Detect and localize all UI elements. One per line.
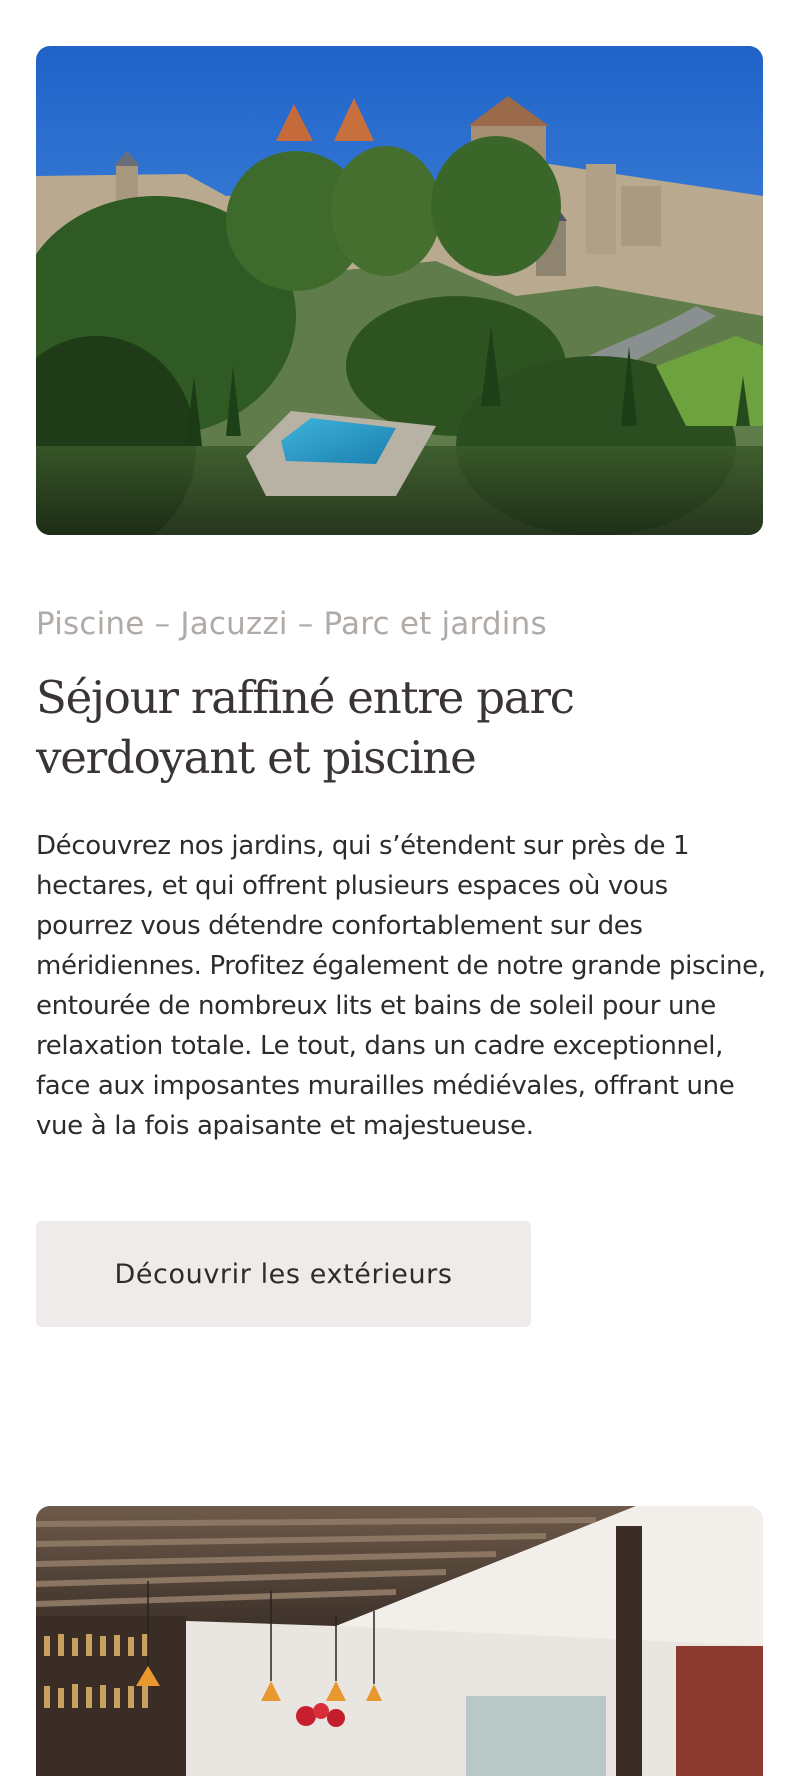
discover-exteriors-button[interactable]: Découvrir les extérieurs bbox=[36, 1221, 531, 1327]
feature-description: Découvrez nos jardins, qui s’étendent sur près de 1 hectares, et qui offrent plusieurs espaces où vous pourrez vous détendre confortablement sur des méridiennes. Profitez également de notre grande piscine, entourée de nombreux lits et bains de soleil pour une relaxation totale. Le tout, dans un cadre exceptionnel, face aux imposantes murailles médiévales, offrant une vue à la fois apaisante et majestueuse. bbox=[36, 831, 766, 1141]
bar-restaurant-photo bbox=[36, 1506, 763, 1776]
feature-eyebrow: Piscine – Jacuzzi – Parc et jardins bbox=[36, 606, 547, 642]
garden-pool-castle-photo bbox=[36, 46, 763, 535]
feature-title: Séjour raffiné entre parc verdoyant et piscine bbox=[36, 671, 574, 784]
